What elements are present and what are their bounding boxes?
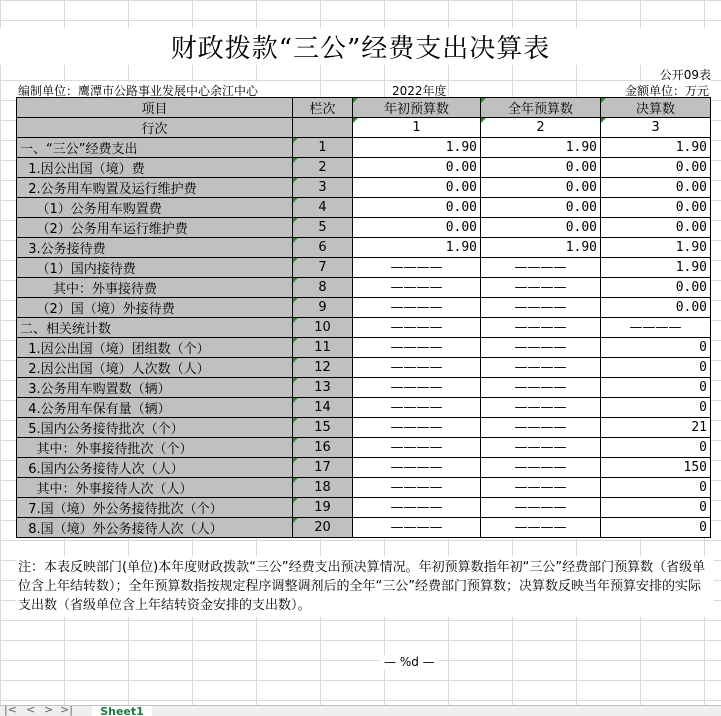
row-initial-budget-cell[interactable]: ———— <box>353 278 481 298</box>
row-item-cell[interactable]: （2）国（境）外接待费 <box>17 298 293 318</box>
header-initial-budget[interactable]: 年初预算数 <box>353 98 481 118</box>
row-initial-budget-cell[interactable]: 0.00 <box>353 158 481 178</box>
row-annual-budget-cell[interactable]: ———— <box>481 358 601 378</box>
row-final-cell[interactable]: 0.00 <box>601 178 711 198</box>
row-seq-cell[interactable]: 16 <box>293 438 353 458</box>
row-final-cell[interactable]: 1.90 <box>601 238 711 258</box>
row-final-cell[interactable]: 21 <box>601 418 711 438</box>
row-seq-cell[interactable]: 20 <box>293 518 353 538</box>
amount-unit: 金额单位：万元 <box>624 84 709 98</box>
row-annual-budget-cell[interactable]: ———— <box>481 338 601 358</box>
row-final-cell[interactable]: 0.00 <box>601 218 711 238</box>
row-initial-budget-cell[interactable]: ———— <box>353 358 481 378</box>
row-annual-budget-cell[interactable]: 1.90 <box>481 238 601 258</box>
table-row <box>17 158 711 178</box>
table-row <box>17 298 711 318</box>
row-seq-cell[interactable]: 6 <box>293 238 353 258</box>
fiscal-year: 2022年度 <box>392 84 447 98</box>
last-sheet-icon[interactable]: >| <box>60 705 73 716</box>
row-item-cell[interactable]: 6.国内公务接待人次（人） <box>17 458 293 478</box>
row-item-cell[interactable]: 其中：外事接待批次（个） <box>17 438 293 458</box>
subheader-item[interactable]: 行次 <box>17 118 293 138</box>
row-item-cell[interactable]: 4.公务用车保有量（辆） <box>17 398 293 418</box>
page-number: — %d — <box>380 655 439 669</box>
row-item-cell[interactable]: 其中：外事接待人次（人） <box>17 478 293 498</box>
header-final[interactable]: 决算数 <box>601 98 711 118</box>
row-item-cell[interactable]: 7.国（境）外公务接待批次（个） <box>17 498 293 518</box>
row-initial-budget-cell[interactable]: 0.00 <box>353 198 481 218</box>
row-seq-cell[interactable]: 15 <box>293 418 353 438</box>
next-sheet-icon[interactable]: > <box>44 705 54 716</box>
row-item-cell[interactable]: 1.因公出国（境）费 <box>17 158 293 178</box>
row-annual-budget-cell[interactable]: 1.90 <box>481 138 601 158</box>
row-annual-budget-cell[interactable]: ———— <box>481 278 601 298</box>
sheet-tab-sheet1[interactable]: Sheet1 <box>92 705 152 716</box>
row-seq-cell[interactable]: 11 <box>293 338 353 358</box>
table-row <box>17 278 711 298</box>
row-initial-budget-cell[interactable]: 1.90 <box>353 138 481 158</box>
row-seq-cell[interactable]: 19 <box>293 498 353 518</box>
row-initial-budget-cell[interactable]: ———— <box>353 518 481 538</box>
row-annual-budget-cell[interactable]: 0.00 <box>481 198 601 218</box>
sheet-tab-bar <box>0 705 721 716</box>
row-final-cell[interactable]: 0 <box>601 498 711 518</box>
row-annual-budget-cell[interactable]: ———— <box>481 418 601 438</box>
table-row <box>17 518 711 538</box>
row-annual-budget-cell[interactable]: 0.00 <box>481 158 601 178</box>
row-final-cell[interactable]: 0 <box>601 478 711 498</box>
row-item-cell[interactable]: 8.国（境）外公务接待人次（人） <box>17 518 293 538</box>
row-item-cell[interactable]: 2.公务用车购置及运行维护费 <box>17 178 293 198</box>
row-annual-budget-cell[interactable]: 0.00 <box>481 218 601 238</box>
table-row <box>17 418 711 438</box>
row-seq-cell[interactable]: 14 <box>293 398 353 418</box>
row-initial-budget-cell[interactable]: ———— <box>353 398 481 418</box>
row-annual-budget-cell[interactable]: ———— <box>481 438 601 458</box>
row-initial-budget-cell[interactable]: ———— <box>353 498 481 518</box>
table-row <box>17 438 711 458</box>
row-item-cell[interactable]: 其中：外事接待费 <box>17 278 293 298</box>
expenditure-table <box>16 97 710 538</box>
table-row <box>17 478 711 498</box>
row-item-cell[interactable]: （2）公务用车运行维护费 <box>17 218 293 238</box>
table-row <box>17 498 711 518</box>
row-item-cell[interactable]: 5.国内公务接待批次（个） <box>17 418 293 438</box>
row-final-cell[interactable]: ———— <box>601 318 711 338</box>
row-initial-budget-cell[interactable]: ———— <box>353 298 481 318</box>
row-final-cell[interactable]: 0 <box>601 398 711 418</box>
table-row <box>17 218 711 238</box>
first-sheet-icon[interactable]: |< <box>4 705 17 716</box>
header-annual-budget[interactable]: 全年预算数 <box>481 98 601 118</box>
row-initial-budget-cell[interactable]: ———— <box>353 478 481 498</box>
row-annual-budget-cell[interactable]: ———— <box>481 478 601 498</box>
row-final-cell[interactable]: 0.00 <box>601 158 711 178</box>
row-initial-budget-cell[interactable]: 1.90 <box>353 238 481 258</box>
row-seq-cell[interactable]: 18 <box>293 478 353 498</box>
row-annual-budget-cell[interactable]: ———— <box>481 498 601 518</box>
row-initial-budget-cell[interactable]: ———— <box>353 338 481 358</box>
row-annual-budget-cell[interactable]: ———— <box>481 398 601 418</box>
table-row <box>17 458 711 478</box>
row-annual-budget-cell[interactable]: 0.00 <box>481 178 601 198</box>
row-initial-budget-cell[interactable]: ———— <box>353 438 481 458</box>
table-row <box>17 258 711 278</box>
table-row <box>17 198 711 218</box>
subheader-row <box>17 118 711 138</box>
row-final-cell[interactable]: 0 <box>601 518 711 538</box>
row-annual-budget-cell[interactable]: ———— <box>481 298 601 318</box>
row-item-cell[interactable]: 一、“三公”经费支出 <box>17 138 293 158</box>
row-initial-budget-cell[interactable]: ———— <box>353 458 481 478</box>
row-item-cell[interactable]: （1）公务用车购置费 <box>17 198 293 218</box>
row-item-cell[interactable]: 2.因公出国（境）人次数（人） <box>17 358 293 378</box>
compiling-unit: 编制单位：鹰潭市公路事业发展中心余江中心 <box>18 84 259 98</box>
footnote: 注：本表反映部门(单位)本年度财政拨款“三公”经费支出预决算情况。年初预算数指年初“三公”经费部门预算数（省级单位含上年结转数）；全年预算数指按规定程序调整调剂后的全年“三公”经费部门预算数；决算数反映当年预算安排的实际支出数（省级单位含上年结转资金安排的支出数）。 <box>16 556 714 617</box>
header-item[interactable]: 项目 <box>17 98 293 118</box>
row-final-cell[interactable]: 150 <box>601 458 711 478</box>
table-row <box>17 378 711 398</box>
form-number: 公开09表 <box>659 68 711 82</box>
table-row <box>17 338 711 358</box>
row-initial-budget-cell[interactable]: 0.00 <box>353 178 481 198</box>
row-annual-budget-cell[interactable]: ———— <box>481 518 601 538</box>
table-row <box>17 138 711 158</box>
header-row <box>17 98 711 118</box>
table-row <box>17 178 711 198</box>
row-item-cell[interactable]: 3.公务接待费 <box>17 238 293 258</box>
row-item-cell[interactable]: 二、相关统计数 <box>17 318 293 338</box>
row-seq-cell[interactable]: 8 <box>293 278 353 298</box>
row-seq-cell[interactable]: 7 <box>293 258 353 278</box>
row-seq-cell[interactable]: 9 <box>293 298 353 318</box>
row-item-cell[interactable]: 1.因公出国（境）团组数（个） <box>17 338 293 358</box>
row-initial-budget-cell[interactable]: ———— <box>353 258 481 278</box>
row-seq-cell[interactable]: 10 <box>293 318 353 338</box>
row-annual-budget-cell[interactable]: ———— <box>481 258 601 278</box>
row-initial-budget-cell[interactable]: ———— <box>353 418 481 438</box>
row-initial-budget-cell[interactable]: ———— <box>353 318 481 338</box>
prev-sheet-icon[interactable]: < <box>26 705 36 716</box>
subheader-seq[interactable] <box>293 118 353 138</box>
table-row <box>17 318 711 338</box>
table-row <box>17 358 711 378</box>
page-title: 财政拨款“三公”经费支出决算表 <box>0 28 721 65</box>
row-annual-budget-cell[interactable]: ———— <box>481 318 601 338</box>
row-item-cell[interactable]: 3.公务用车购置数（辆） <box>17 378 293 398</box>
row-seq-cell[interactable]: 5 <box>293 218 353 238</box>
row-seq-cell[interactable]: 1 <box>293 138 353 158</box>
row-final-cell[interactable]: 0 <box>601 378 711 398</box>
row-initial-budget-cell[interactable]: 0.00 <box>353 218 481 238</box>
table-row <box>17 398 711 418</box>
row-final-cell[interactable]: 0 <box>601 438 711 458</box>
row-final-cell[interactable]: 0.00 <box>601 298 711 318</box>
row-final-cell[interactable]: 1.90 <box>601 138 711 158</box>
subheader-c1[interactable]: 1 <box>353 118 481 138</box>
row-final-cell[interactable]: 0.00 <box>601 278 711 298</box>
subheader-c2[interactable]: 2 <box>481 118 601 138</box>
row-seq-cell[interactable]: 17 <box>293 458 353 478</box>
header-seq[interactable]: 栏次 <box>293 98 353 118</box>
table-row <box>17 238 711 258</box>
row-final-cell[interactable]: 0 <box>601 338 711 358</box>
row-seq-cell[interactable]: 13 <box>293 378 353 398</box>
row-annual-budget-cell[interactable]: ———— <box>481 458 601 478</box>
row-seq-cell[interactable]: 12 <box>293 358 353 378</box>
row-seq-cell[interactable]: 4 <box>293 198 353 218</box>
row-final-cell[interactable]: 0 <box>601 358 711 378</box>
row-final-cell[interactable]: 1.90 <box>601 258 711 278</box>
row-seq-cell[interactable]: 3 <box>293 178 353 198</box>
row-annual-budget-cell[interactable]: ———— <box>481 378 601 398</box>
row-final-cell[interactable]: 0.00 <box>601 198 711 218</box>
row-item-cell[interactable]: （1）国内接待费 <box>17 258 293 278</box>
subheader-c3[interactable]: 3 <box>601 118 711 138</box>
row-seq-cell[interactable]: 2 <box>293 158 353 178</box>
row-initial-budget-cell[interactable]: ———— <box>353 378 481 398</box>
